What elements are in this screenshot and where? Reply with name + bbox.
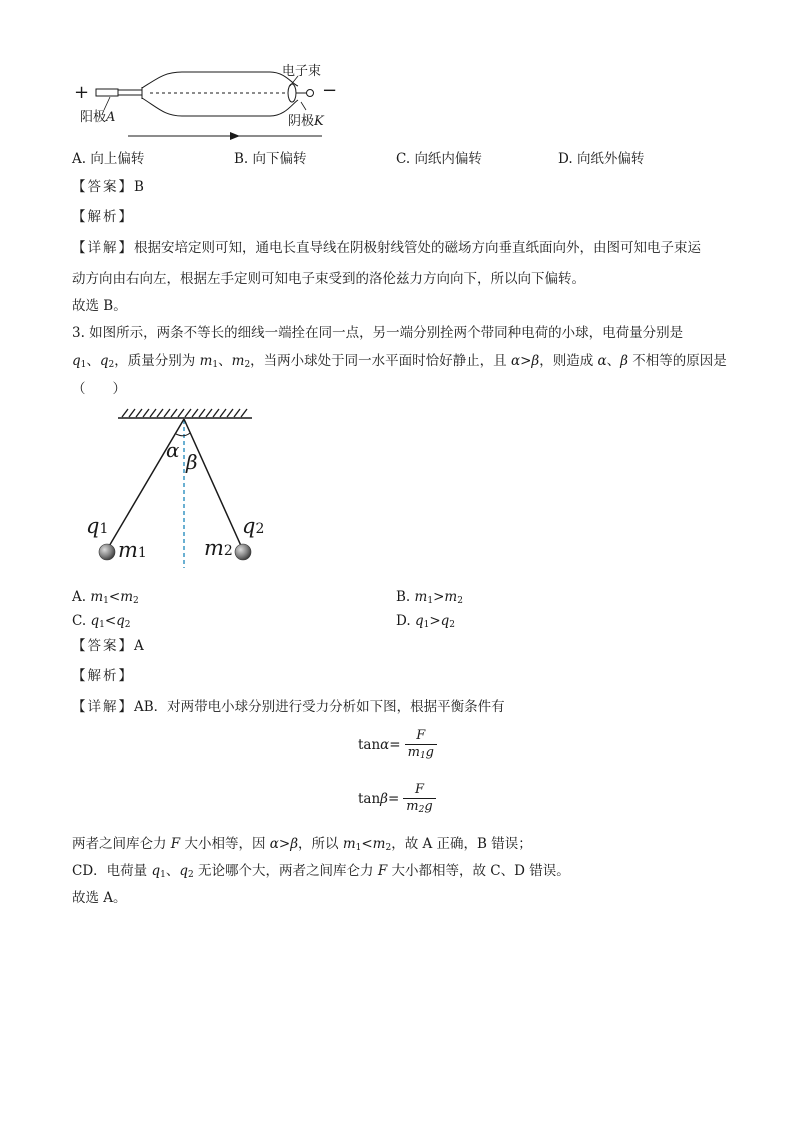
q2-option-d: D. 向纸外偏转 (558, 151, 645, 167)
q3-stem-line-1: 3. 如图所示，两条不等长的细线一端拴在同一点，另一端分别拴两个带同种电荷的小球，电荷量分别是 (72, 325, 684, 341)
m1-label: m1 (118, 538, 147, 562)
q3-option-b: B. $m_1>m_2$ (396, 589, 463, 606)
cathode-label: 阴极K (288, 114, 324, 129)
q2-answer: 【答案】B (72, 179, 144, 195)
q3-stem-line-3: （ ） (72, 381, 126, 397)
q2-detail-line-1: 【详解】根据安培定则可知，通电长直导线在阴极射线管处的磁场方向垂直纸面向外，由图可知电子束运 (72, 240, 701, 256)
q1-label: q1 (86, 514, 109, 538)
q3-option-a: A. $m_1<m_2$ (72, 589, 139, 606)
q2-option-a: A. 向上偏转 (72, 151, 145, 167)
pendulum-figure (80, 400, 280, 576)
q3-option-d: D. $q_1>q_2$ (396, 613, 456, 630)
electron-beam-label: 电子束 (282, 64, 322, 79)
negative-terminal: − (322, 80, 338, 101)
q3-option-c: C. $q_1<q_2$ (72, 613, 131, 630)
q2-detail-line-2: 动方向由右向左，根据左手定则可知电子束受到的洛伦兹力方向向下，所以向下偏转。 (72, 271, 585, 287)
m2-label: m2 (204, 536, 233, 560)
beta-label: β (186, 450, 198, 474)
alpha-label: α (166, 438, 180, 462)
anode-label: 阳极A (80, 110, 116, 125)
q2-option-b: B. 向下偏转 (234, 151, 307, 167)
q2-option-c: C. 向纸内偏转 (396, 151, 482, 167)
q3-stem-line-2: $q_1$、$q_2$，质量分别为 $m_1$、$m_2$，当两小球处于同一水平面时恰好静止，且 α>β，则造成 α、β 不相等的原因是 (72, 353, 727, 370)
fraction-alpha: $\frac{F}{m_1g}$ (405, 728, 437, 761)
cathode-ray-tube-figure (70, 60, 360, 150)
equation-tan-alpha: tan α = $\frac{F}{m_1g}$ (358, 728, 437, 761)
fraction-beta: $\frac{F}{m_2g}$ (403, 782, 435, 815)
q3-analysis-tag: 【解析】 (72, 668, 134, 684)
q3-reasoning-line-1: 两者之间库仑力 F 大小相等，因 α>β，所以 $m_1<m_2$，故 A 正确，B 错误； (72, 836, 532, 853)
q2-label: q2 (242, 514, 265, 538)
equation-tan-beta: tan β = $\frac{F}{m_2g}$ (358, 782, 436, 815)
q3-detail-line: 【详解】AB．对两带电小球分别进行受力分析如下图，根据平衡条件有 (72, 699, 505, 715)
q2-conclusion: 故选 B。 (72, 298, 127, 314)
q2-analysis-tag: 【解析】 (72, 209, 134, 225)
pendulum-drawing (80, 400, 280, 576)
q3-conclusion: 故选 A。 (72, 890, 127, 906)
q3-reasoning-line-2: CD．电荷量 $q_1$、$q_2$ 无论哪个大，两者之间库仑力 F 大小都相等，故 C、D 错误。 (72, 863, 570, 880)
q3-answer: 【答案】A (72, 638, 144, 654)
positive-terminal: + (74, 82, 90, 103)
